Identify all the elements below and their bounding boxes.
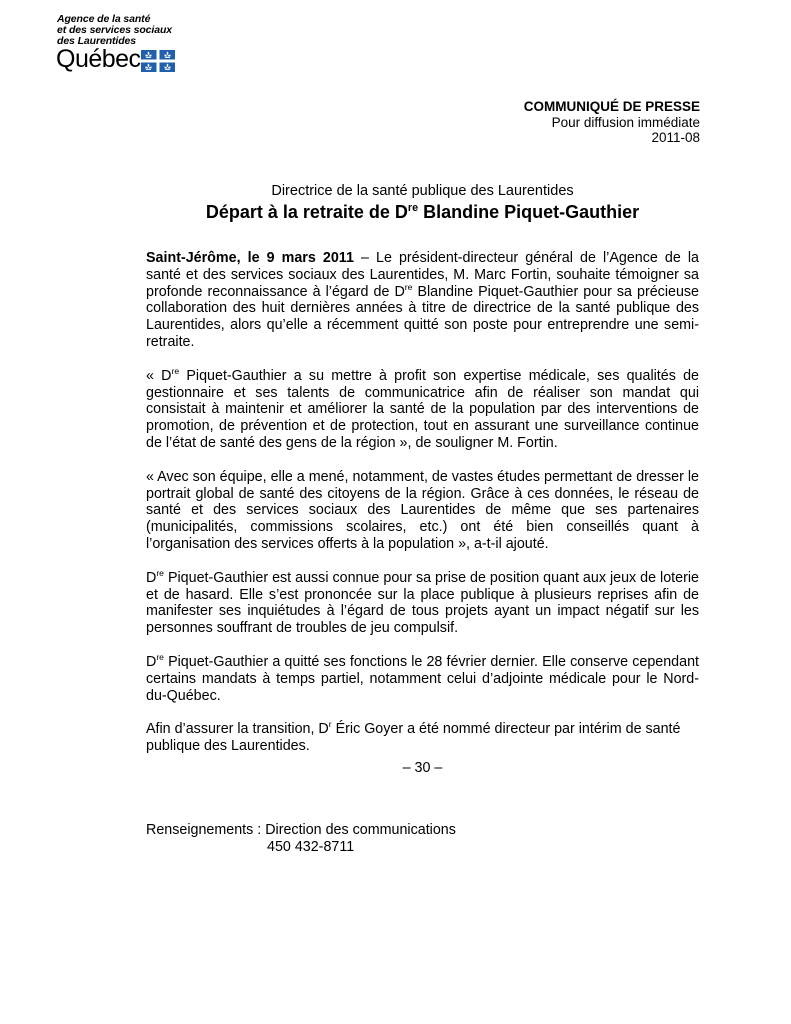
headline-superscript: re <box>407 202 419 214</box>
paragraph-2-text-a: « D <box>146 367 172 384</box>
quebec-flag-icon <box>141 50 175 72</box>
paragraph-3 <box>146 469 699 553</box>
release-subtitle: Directrice de la santé publique des Laurentides <box>271 183 574 199</box>
paragraph-6-text-a: Afin d’assurer la transition, D <box>146 721 329 738</box>
paragraph-5-text-a: D <box>146 653 157 670</box>
paragraph-4 <box>146 567 699 637</box>
contact-line: Renseignements : Direction des communications <box>146 822 456 838</box>
agency-name-line-1: Agence de la santé <box>57 13 151 25</box>
paragraph-1-text-a: – Le président-directeur général de l’Agence de la santé et des services sociaux des Laurentides, M. Marc Fortin, souhaite témoigner sa profonde reconnaissance à l’égard de D <box>146 250 699 300</box>
headline-prefix: Départ à la retraite de D <box>205 202 408 222</box>
contact-block <box>146 822 456 856</box>
paragraph-4-text-a: D <box>146 569 157 586</box>
paragraph-1-text-b: Blandine Piquet-Gauthier pour sa précieuse collaboration des huit dernières années à titre de directrice de la santé publique des Laurentides, alors qu’elle a récemment quitté son poste pour entreprendre une semi-retraite. <box>146 283 699 350</box>
paragraph-5-superscript: re <box>156 652 164 663</box>
paragraph-5-text-b: Piquet-Gauthier a quitté ses fonctions le 28 février dernier. Elle conserve cependant certains mandats à temps partiel, notamment celui d’adjointe médicale pour le Nord-du-Québec. <box>146 653 699 704</box>
paragraph-4-text-b: Piquet-Gauthier est aussi connue pour sa prise de position quant aux jeux de loterie et de hasard. Elle s’est prononcée sur la place publique à plusieurs reprises afin de manifester ses inquiétudes à l’égard de tous projets ayant un impact négatif sur les personnes souffrant de troubles de jeu compulsif. <box>146 569 699 637</box>
agency-name-line-2: et des services sociaux <box>57 24 173 36</box>
paragraph-2 <box>146 368 699 452</box>
press-release-title: COMMUNIQUÉ DE PRESSE <box>523 99 700 114</box>
dateline: Saint-Jérôme, le 9 mars 2011 <box>146 250 354 266</box>
agency-logo <box>57 14 187 74</box>
paragraph-4-superscript: re <box>156 567 164 578</box>
diffusion-notice: Pour diffusion immédiate <box>551 114 700 130</box>
paragraph-1 <box>146 250 699 351</box>
paragraph-6-text-b: Éric Goyer a été nommé directeur par intérim de santé publique des Laurentides. <box>146 721 681 755</box>
agency-name-line-3: des Laurentides <box>57 35 137 47</box>
end-mark: – 30 – <box>402 760 443 776</box>
paragraph-2-text-b: Piquet-Gauthier a su mettre à profit son expertise médicale, ses qualités de gestionnaire et ses talents de communicatrice afin de réaliser son mandat qui consistait à maintenir et améliorer la santé de la population par des interventions de promotion, de prévention et de protection, tout en assurant une surveillance continue de l’état de santé des gens de la région », de souligner M. Fortin. <box>146 367 699 451</box>
quebec-wordmark: Québec <box>56 45 141 73</box>
paragraph-5 <box>146 654 699 704</box>
release-number: 2011-08 <box>651 130 700 145</box>
headline-suffix: Blandine Piquet-Gauthier <box>418 202 640 222</box>
paragraph-2-superscript: re <box>171 366 180 377</box>
paragraph-3-text: « Avec son équipe, elle a mené, notamment, de vastes études permettant de dresser le portrait global de santé des citoyens de la région. Grâce à ces données, le réseau de santé et des services sociaux des Laurentides de même que ses partenaires (municipalités, commissions scolaires, etc.) ont été bien conseillés quant à l’organisation des services offerts à la population », a-t-il ajouté. <box>146 468 699 552</box>
release-headline <box>0 200 791 224</box>
paragraph-6-superscript: r <box>328 719 332 730</box>
release-body <box>146 250 699 772</box>
press-release-header <box>524 99 700 146</box>
paragraph-1-superscript: re <box>404 281 413 292</box>
contact-phone: 450 432-8711 <box>267 839 355 855</box>
paragraph-6 <box>146 721 699 755</box>
